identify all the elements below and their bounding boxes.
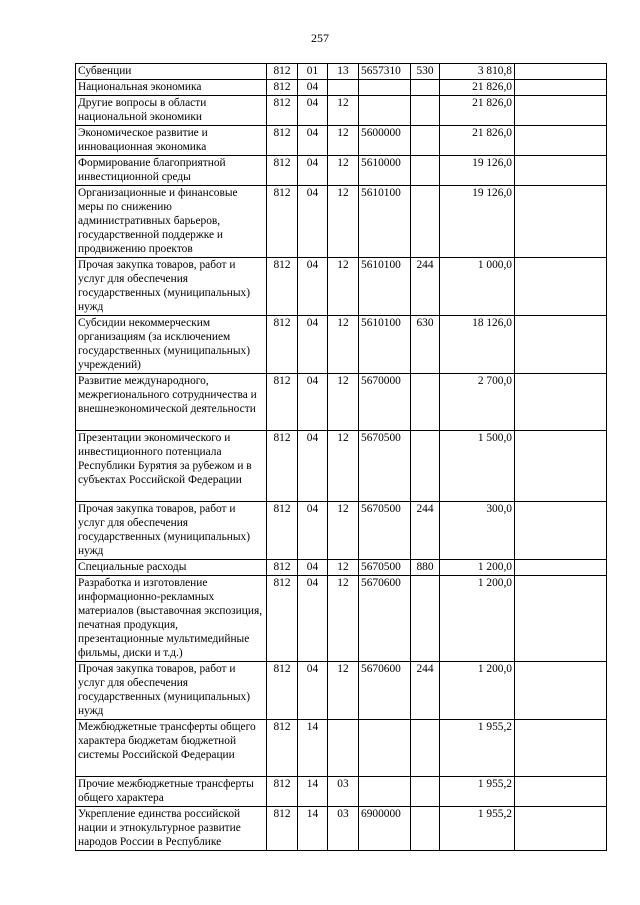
- csr-code-cell: 5610100: [359, 316, 411, 374]
- sum-cell: 2 700,0: [440, 374, 515, 431]
- rz-code-cell: 04: [298, 126, 328, 156]
- pr-code-cell: [328, 80, 359, 96]
- sum-cell: 1 955,2: [440, 807, 515, 851]
- table-row: [76, 64, 607, 80]
- vr-code-cell: 244: [411, 662, 440, 720]
- sum-cell: 21 826,0: [440, 80, 515, 96]
- csr-code-cell: 5610100: [359, 186, 411, 258]
- csr-code-cell: [359, 96, 411, 126]
- gr-code-cell: 812: [267, 502, 298, 560]
- pr-code-cell: 12: [328, 576, 359, 662]
- sum-cell: 1 200,0: [440, 576, 515, 662]
- empty-cell: [515, 576, 607, 662]
- table-row: [76, 258, 607, 316]
- rz-code-cell: 14: [298, 807, 328, 851]
- empty-cell: [515, 316, 607, 374]
- table-row: [76, 777, 607, 807]
- empty-cell: [515, 720, 607, 777]
- sum-cell: 3 810,8: [440, 64, 515, 80]
- sum-cell: 1 500,0: [440, 431, 515, 502]
- rz-code-cell: 14: [298, 720, 328, 777]
- rz-code-cell: 04: [298, 80, 328, 96]
- pr-code-cell: 12: [328, 662, 359, 720]
- rz-code-cell: 04: [298, 576, 328, 662]
- empty-cell: [515, 431, 607, 502]
- sum-cell: 1 200,0: [440, 662, 515, 720]
- empty-cell: [515, 64, 607, 80]
- table-row: [76, 560, 607, 576]
- csr-code-cell: 5670000: [359, 374, 411, 431]
- gr-code-cell: 812: [267, 156, 298, 186]
- csr-code-cell: 5670600: [359, 576, 411, 662]
- gr-code-cell: 812: [267, 807, 298, 851]
- csr-code-cell: [359, 80, 411, 96]
- sum-cell: 19 126,0: [440, 186, 515, 258]
- pr-code-cell: 12: [328, 431, 359, 502]
- rz-code-cell: 04: [298, 431, 328, 502]
- sum-cell: 21 826,0: [440, 96, 515, 126]
- row-name-cell: Разработка и изготовление информационно-рекламных материалов (выставочная экспозиция, печатная продукция, презентационные мультимедийные фильмы, диски и т.д.): [76, 576, 267, 662]
- gr-code-cell: 812: [267, 374, 298, 431]
- table-row: [76, 186, 607, 258]
- row-name-cell: Другие вопросы в области национальной экономики: [76, 96, 267, 126]
- pr-code-cell: 03: [328, 807, 359, 851]
- row-name-cell: Межбюджетные трансферты общего характера бюджетам бюджетной системы Российской Федерации: [76, 720, 267, 777]
- vr-code-cell: 880: [411, 560, 440, 576]
- gr-code-cell: 812: [267, 662, 298, 720]
- pr-code-cell: 12: [328, 502, 359, 560]
- row-name-cell: Прочая закупка товаров, работ и услуг для обеспечения государственных (муниципальных) нужд: [76, 662, 267, 720]
- pr-code-cell: 03: [328, 777, 359, 807]
- gr-code-cell: 812: [267, 96, 298, 126]
- table-row: [76, 720, 607, 777]
- table-row: [76, 374, 607, 431]
- sum-cell: 1 000,0: [440, 258, 515, 316]
- sum-cell: 1 200,0: [440, 560, 515, 576]
- row-name-cell: Прочая закупка товаров, работ и услуг для обеспечения государственных (муниципальных) нужд: [76, 502, 267, 560]
- gr-code-cell: 812: [267, 126, 298, 156]
- table-row: [76, 502, 607, 560]
- rz-code-cell: 04: [298, 96, 328, 126]
- rz-code-cell: 04: [298, 502, 328, 560]
- empty-cell: [515, 80, 607, 96]
- vr-code-cell: [411, 431, 440, 502]
- empty-cell: [515, 807, 607, 851]
- empty-cell: [515, 777, 607, 807]
- sum-cell: 19 126,0: [440, 156, 515, 186]
- csr-code-cell: 5670500: [359, 431, 411, 502]
- row-name-cell: Прочая закупка товаров, работ и услуг для обеспечения государственных (муниципальных) нужд: [76, 258, 267, 316]
- pr-code-cell: 12: [328, 126, 359, 156]
- budget-table: [75, 63, 607, 851]
- row-name-cell: Укрепление единства российской нации и этнокультурное развитие народов России в Республике: [76, 807, 267, 851]
- row-name-cell: Развитие международного, межрегионального сотрудничества и внешнеэкономической деятельности: [76, 374, 267, 431]
- vr-code-cell: 530: [411, 64, 440, 80]
- vr-code-cell: [411, 807, 440, 851]
- page-number: 257: [311, 31, 329, 45]
- vr-code-cell: [411, 156, 440, 186]
- csr-code-cell: 6900000: [359, 807, 411, 851]
- gr-code-cell: 812: [267, 560, 298, 576]
- rz-code-cell: 04: [298, 186, 328, 258]
- gr-code-cell: 812: [267, 64, 298, 80]
- rz-code-cell: 04: [298, 374, 328, 431]
- row-name-cell: Экономическое развитие и инновационная экономика: [76, 126, 267, 156]
- table-row: [76, 96, 607, 126]
- row-name-cell: Субсидии некоммерческим организациям (за исключением государственных (муниципальных) учреждений): [76, 316, 267, 374]
- csr-code-cell: [359, 777, 411, 807]
- row-name-cell: Национальная экономика: [76, 80, 267, 96]
- csr-code-cell: 5670500: [359, 560, 411, 576]
- csr-code-cell: [359, 720, 411, 777]
- csr-code-cell: 5670500: [359, 502, 411, 560]
- vr-code-cell: [411, 374, 440, 431]
- gr-code-cell: 812: [267, 576, 298, 662]
- vr-code-cell: [411, 96, 440, 126]
- csr-code-cell: 5657310: [359, 64, 411, 80]
- csr-code-cell: 5600000: [359, 126, 411, 156]
- pr-code-cell: 13: [328, 64, 359, 80]
- csr-code-cell: 5610100: [359, 258, 411, 316]
- empty-cell: [515, 156, 607, 186]
- sum-cell: 18 126,0: [440, 316, 515, 374]
- row-name-cell: Субвенции: [76, 64, 267, 80]
- table-row: [76, 807, 607, 851]
- empty-cell: [515, 374, 607, 431]
- empty-cell: [515, 126, 607, 156]
- sum-cell: 1 955,2: [440, 720, 515, 777]
- table-row: [76, 431, 607, 502]
- empty-cell: [515, 502, 607, 560]
- row-name-cell: Организационные и финансовые меры по снижению административных барьеров, государственной поддержке и продвижению проектов: [76, 186, 267, 258]
- sum-cell: 300,0: [440, 502, 515, 560]
- vr-code-cell: 630: [411, 316, 440, 374]
- pr-code-cell: 12: [328, 156, 359, 186]
- sum-cell: 1 955,2: [440, 777, 515, 807]
- gr-code-cell: 812: [267, 186, 298, 258]
- gr-code-cell: 812: [267, 720, 298, 777]
- gr-code-cell: 812: [267, 258, 298, 316]
- vr-code-cell: 244: [411, 502, 440, 560]
- empty-cell: [515, 662, 607, 720]
- rz-code-cell: 14: [298, 777, 328, 807]
- table-row: [76, 126, 607, 156]
- row-name-cell: Специальные расходы: [76, 560, 267, 576]
- vr-code-cell: [411, 80, 440, 96]
- row-name-cell: Прочие межбюджетные трансферты общего характера: [76, 777, 267, 807]
- table-row: [76, 662, 607, 720]
- vr-code-cell: [411, 186, 440, 258]
- empty-cell: [515, 186, 607, 258]
- empty-cell: [515, 560, 607, 576]
- table-row: [76, 576, 607, 662]
- rz-code-cell: 04: [298, 156, 328, 186]
- pr-code-cell: 12: [328, 374, 359, 431]
- pr-code-cell: 12: [328, 258, 359, 316]
- rz-code-cell: 04: [298, 258, 328, 316]
- sum-cell: 21 826,0: [440, 126, 515, 156]
- vr-code-cell: [411, 720, 440, 777]
- table-row: [76, 80, 607, 96]
- gr-code-cell: 812: [267, 777, 298, 807]
- pr-code-cell: 12: [328, 316, 359, 374]
- rz-code-cell: 04: [298, 316, 328, 374]
- pr-code-cell: 12: [328, 96, 359, 126]
- empty-cell: [515, 96, 607, 126]
- rz-code-cell: 04: [298, 560, 328, 576]
- vr-code-cell: [411, 576, 440, 662]
- row-name-cell: Формирование благоприятной инвестиционной среды: [76, 156, 267, 186]
- vr-code-cell: [411, 126, 440, 156]
- pr-code-cell: 12: [328, 186, 359, 258]
- gr-code-cell: 812: [267, 431, 298, 502]
- vr-code-cell: 244: [411, 258, 440, 316]
- csr-code-cell: 5610000: [359, 156, 411, 186]
- table-row: [76, 316, 607, 374]
- rz-code-cell: 04: [298, 662, 328, 720]
- row-name-cell: Презентации экономического и инвестиционного потенциала Республики Бурятия за рубежом и в субъектах Российской Федерации: [76, 431, 267, 502]
- csr-code-cell: 5670600: [359, 662, 411, 720]
- gr-code-cell: 812: [267, 316, 298, 374]
- vr-code-cell: [411, 777, 440, 807]
- gr-code-cell: 812: [267, 80, 298, 96]
- empty-cell: [515, 258, 607, 316]
- table-row: [76, 156, 607, 186]
- pr-code-cell: 12: [328, 560, 359, 576]
- rz-code-cell: 01: [298, 64, 328, 80]
- pr-code-cell: [328, 720, 359, 777]
